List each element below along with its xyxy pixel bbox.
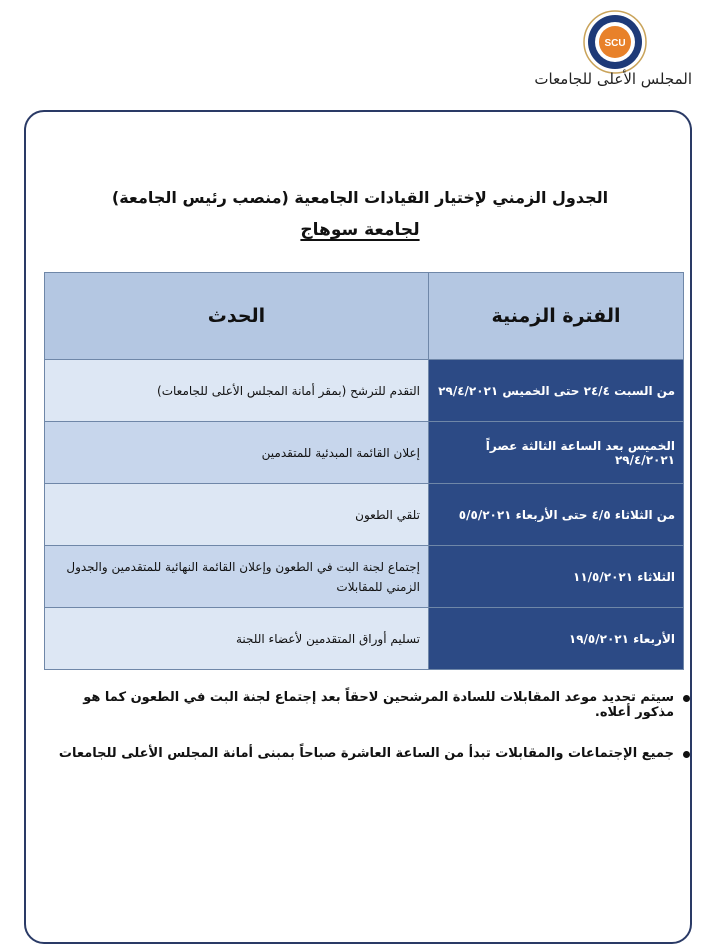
table-row <box>45 360 684 422</box>
bullet-icon <box>683 751 690 758</box>
scu-logo <box>583 10 647 74</box>
org-name: المجلس الأعلى للجامعات <box>534 70 692 88</box>
period-cell: الأربعاء ١٩/٥/٢٠٢١ <box>429 608 684 670</box>
period-cell: من السبت ٢٤/٤ حتى الخميس ٢٩/٤/٢٠٢١ <box>429 360 684 422</box>
column-header-event: الحدث <box>45 273 429 360</box>
table-row <box>45 484 684 546</box>
table-row <box>45 422 684 484</box>
subtitle-text: لجامعة سوهاج <box>300 220 420 240</box>
period-cell: الخميس بعد الساعة الثالثة عصراً ٢٩/٤/٢٠٢١ <box>429 422 684 484</box>
event-cell: إعلان القائمة المبدئية للمتقدمين <box>45 422 429 484</box>
document-title: الجدول الزمني لإختيار القيادات الجامعية (منصب رئيس الجامعة) <box>111 188 609 207</box>
event-cell: تسليم أوراق المتقدمين لأعضاء اللجنة <box>45 608 429 670</box>
note-text: سيتم تحديد موعد المقابلات للسادة المرشحين لاحقاً بعد إجتماع لجنة البت في الطعون كما هو مذكور أعلاه. <box>83 690 674 720</box>
period-cell: الثلاثاء ١١/٥/٢٠٢١ <box>429 546 684 608</box>
notes-list <box>40 690 690 787</box>
table-row <box>45 546 684 608</box>
note-item <box>40 746 690 761</box>
bullet-icon <box>683 695 690 702</box>
table-header-row <box>45 273 684 360</box>
note-text: جميع الإجتماعات والمقابلات تبدأ من الساعة العاشرة صباحاً بمبنى أمانة المجلس الأعلى للجامعات <box>58 746 674 761</box>
column-header-period: الفترة الزمنية <box>429 273 684 360</box>
note-item <box>40 690 690 720</box>
document-subtitle <box>260 220 460 240</box>
event-cell: التقدم للترشح (بمقر أمانة المجلس الأعلى للجامعات) <box>45 360 429 422</box>
schedule-table <box>44 272 684 670</box>
event-cell: تلقي الطعون <box>45 484 429 546</box>
table-row <box>45 608 684 670</box>
logo-text: SCU <box>604 38 626 49</box>
event-cell: إجتماع لجنة البت في الطعون وإعلان القائمة النهائية للمتقدمين والجدول الزمني للمقابلات <box>45 546 429 608</box>
period-cell: من الثلاثاء ٤/٥ حتى الأربعاء ٥/٥/٢٠٢١ <box>429 484 684 546</box>
